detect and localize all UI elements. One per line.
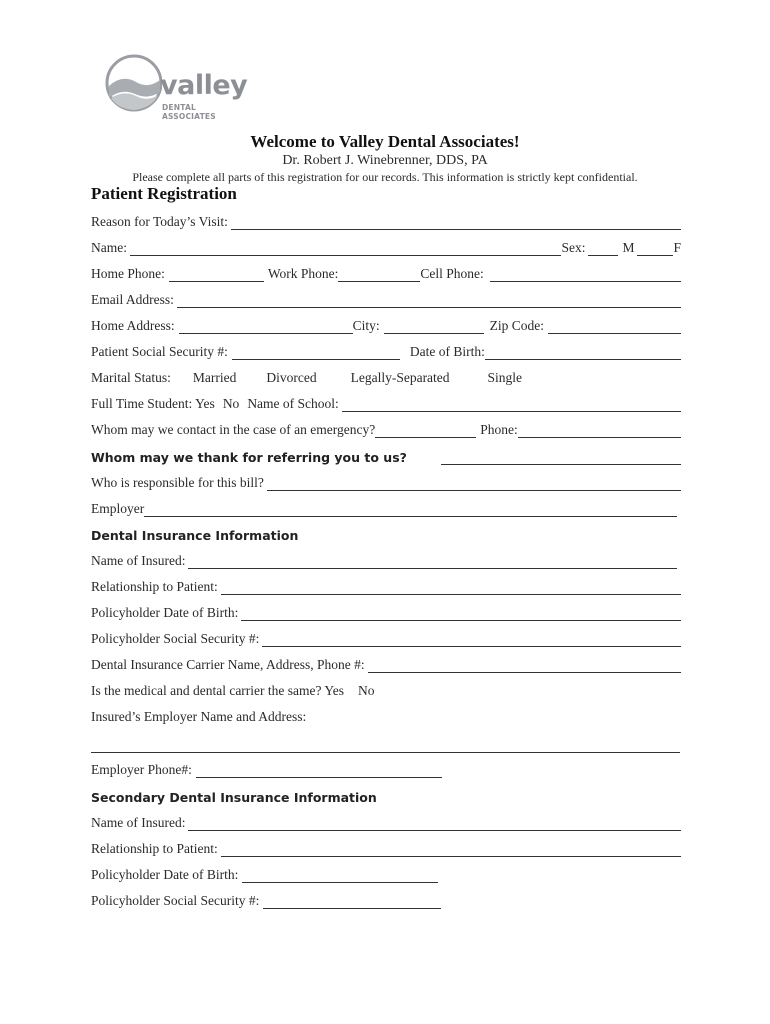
emergency-phone-input[interactable] [518, 423, 681, 438]
sex-f-label: F [673, 240, 681, 255]
same-carrier-yes[interactable]: Is the medical and dental carrier the same? Yes [91, 683, 345, 698]
emergency-row [91, 418, 681, 438]
marital-divorced[interactable]: Divorced [266, 370, 317, 385]
secondary-ssn-label: Policyholder Social Security #: [91, 893, 260, 908]
sex-m-label: M [622, 240, 635, 255]
secondary-insured-label: Name of Insured: [91, 815, 186, 830]
cell-phone-label: Cell Phone: [420, 266, 484, 281]
email-label: Email Address: [91, 292, 174, 307]
responsible-label: Who is responsible for this bill? [91, 475, 264, 490]
same-carrier-row [91, 679, 681, 699]
ssn-dob-row [91, 340, 681, 360]
logo [102, 52, 248, 121]
secondary-dob-input[interactable] [242, 868, 438, 883]
home-phone-label: Home Phone: [91, 266, 165, 281]
emergency-phone-label: Phone: [480, 422, 518, 437]
employer-label: Employer [91, 501, 145, 516]
cell-phone-input[interactable] [490, 267, 681, 282]
student-yes[interactable]: Full Time Student: Yes [91, 396, 215, 411]
dob-label: Date of Birth: [409, 344, 485, 359]
relationship-row [91, 575, 681, 595]
referral-row [91, 445, 681, 465]
name-sex-row [91, 236, 681, 256]
secondary-ssn-input[interactable] [263, 894, 441, 909]
secondary-insured-input[interactable] [188, 816, 681, 831]
employer-row [91, 497, 677, 517]
relationship-label: Relationship to Patient: [91, 579, 218, 594]
name-input[interactable] [130, 241, 561, 256]
referral-label: Whom may we thank for referring you to us? [91, 450, 407, 465]
secondary-insurance-heading [91, 785, 681, 805]
city-label: City: [352, 318, 380, 333]
home-phone-input[interactable] [169, 267, 264, 282]
zip-label: Zip Code: [489, 318, 545, 333]
ssn-input[interactable] [232, 345, 400, 360]
email-field [91, 288, 681, 308]
reason-label: Reason for Today’s Visit: [91, 214, 228, 229]
secondary-relationship-row [91, 837, 681, 857]
responsible-row [91, 471, 681, 491]
secondary-ssn-row [91, 889, 681, 909]
logo-wordmark: valley [160, 70, 248, 101]
employer-phone-input[interactable] [196, 763, 442, 778]
doctor-name: Dr. Robert J. Winebrenner, DDS, PA [282, 153, 488, 168]
student-no[interactable]: No [222, 396, 240, 411]
marital-label: Marital Status: [91, 370, 171, 385]
home-address-input[interactable] [179, 319, 353, 334]
emergency-input[interactable] [375, 423, 476, 438]
same-carrier-no[interactable]: No [358, 683, 375, 698]
carrier-row [91, 653, 681, 673]
work-phone-label: Work Phone: [267, 266, 339, 281]
ssn-label: Patient Social Security #: [91, 344, 228, 359]
school-input[interactable] [342, 397, 681, 412]
insured-employer-input[interactable] [91, 738, 680, 753]
email-input[interactable] [177, 293, 681, 308]
employer-input[interactable] [144, 502, 677, 517]
dental-insurance-heading [91, 523, 681, 543]
marital-single[interactable]: Single [487, 370, 523, 385]
policyholder-ssn-row [91, 627, 681, 647]
secondary-insured-row [91, 811, 681, 831]
secondary-insurance-title: Secondary Dental Insurance Information [91, 790, 377, 805]
secondary-dob-label: Policyholder Date of Birth: [91, 867, 239, 882]
insured-employer-label: Insured’s Employer Name and Address: [91, 709, 307, 724]
section-heading-patient-registration: Patient Registration [91, 184, 237, 203]
marital-separated[interactable]: Legally-Separated [350, 370, 450, 385]
work-phone-input[interactable] [338, 267, 420, 282]
policyholder-dob-row [91, 601, 681, 621]
secondary-relationship-input[interactable] [221, 842, 681, 857]
home-address-label: Home Address: [91, 318, 175, 333]
referral-input[interactable] [441, 450, 681, 465]
phones-row [91, 262, 681, 282]
carrier-label: Dental Insurance Carrier Name, Address, Phone #: [91, 657, 365, 672]
reason-field [91, 210, 681, 230]
marital-row [91, 366, 681, 386]
reason-input[interactable] [231, 215, 681, 230]
emergency-label: Whom may we contact in the case of an emergency? [91, 422, 376, 437]
insured-employer-row [91, 705, 681, 725]
insured-input[interactable] [188, 554, 677, 569]
student-row [91, 392, 681, 412]
page-title: Welcome to Valley Dental Associates! [250, 132, 520, 151]
logo-mark-icon [102, 52, 162, 118]
policyholder-dob-label: Policyholder Date of Birth: [91, 605, 239, 620]
insured-label: Name of Insured: [91, 553, 186, 568]
relationship-input[interactable] [221, 580, 681, 595]
zip-input[interactable] [548, 319, 681, 334]
carrier-input[interactable] [368, 658, 681, 673]
employer-phone-row [91, 758, 681, 778]
policyholder-ssn-input[interactable] [262, 632, 681, 647]
dob-input[interactable] [485, 345, 681, 360]
sex-m-input[interactable] [588, 241, 618, 256]
secondary-dob-row [91, 863, 681, 883]
policyholder-dob-input[interactable] [241, 606, 681, 621]
confidentiality-note: Please complete all parts of this registration for our records. This information is strictly kept confidential. [132, 170, 638, 184]
sex-f-input[interactable] [637, 241, 673, 256]
insured-row [91, 549, 677, 569]
sex-label: Sex: [561, 240, 586, 255]
city-input[interactable] [384, 319, 484, 334]
name-label: Name: [91, 240, 127, 255]
logo-subtitle: DENTAL ASSOCIATES [162, 103, 216, 121]
address-row [91, 314, 681, 334]
school-label: Name of School: [247, 396, 339, 411]
employer-phone-label: Employer Phone#: [91, 762, 192, 777]
marital-married[interactable]: Married [192, 370, 237, 385]
secondary-relationship-label: Relationship to Patient: [91, 841, 218, 856]
responsible-input[interactable] [267, 476, 681, 491]
dental-insurance-title: Dental Insurance Information [91, 528, 299, 543]
policyholder-ssn-label: Policyholder Social Security #: [91, 631, 260, 646]
